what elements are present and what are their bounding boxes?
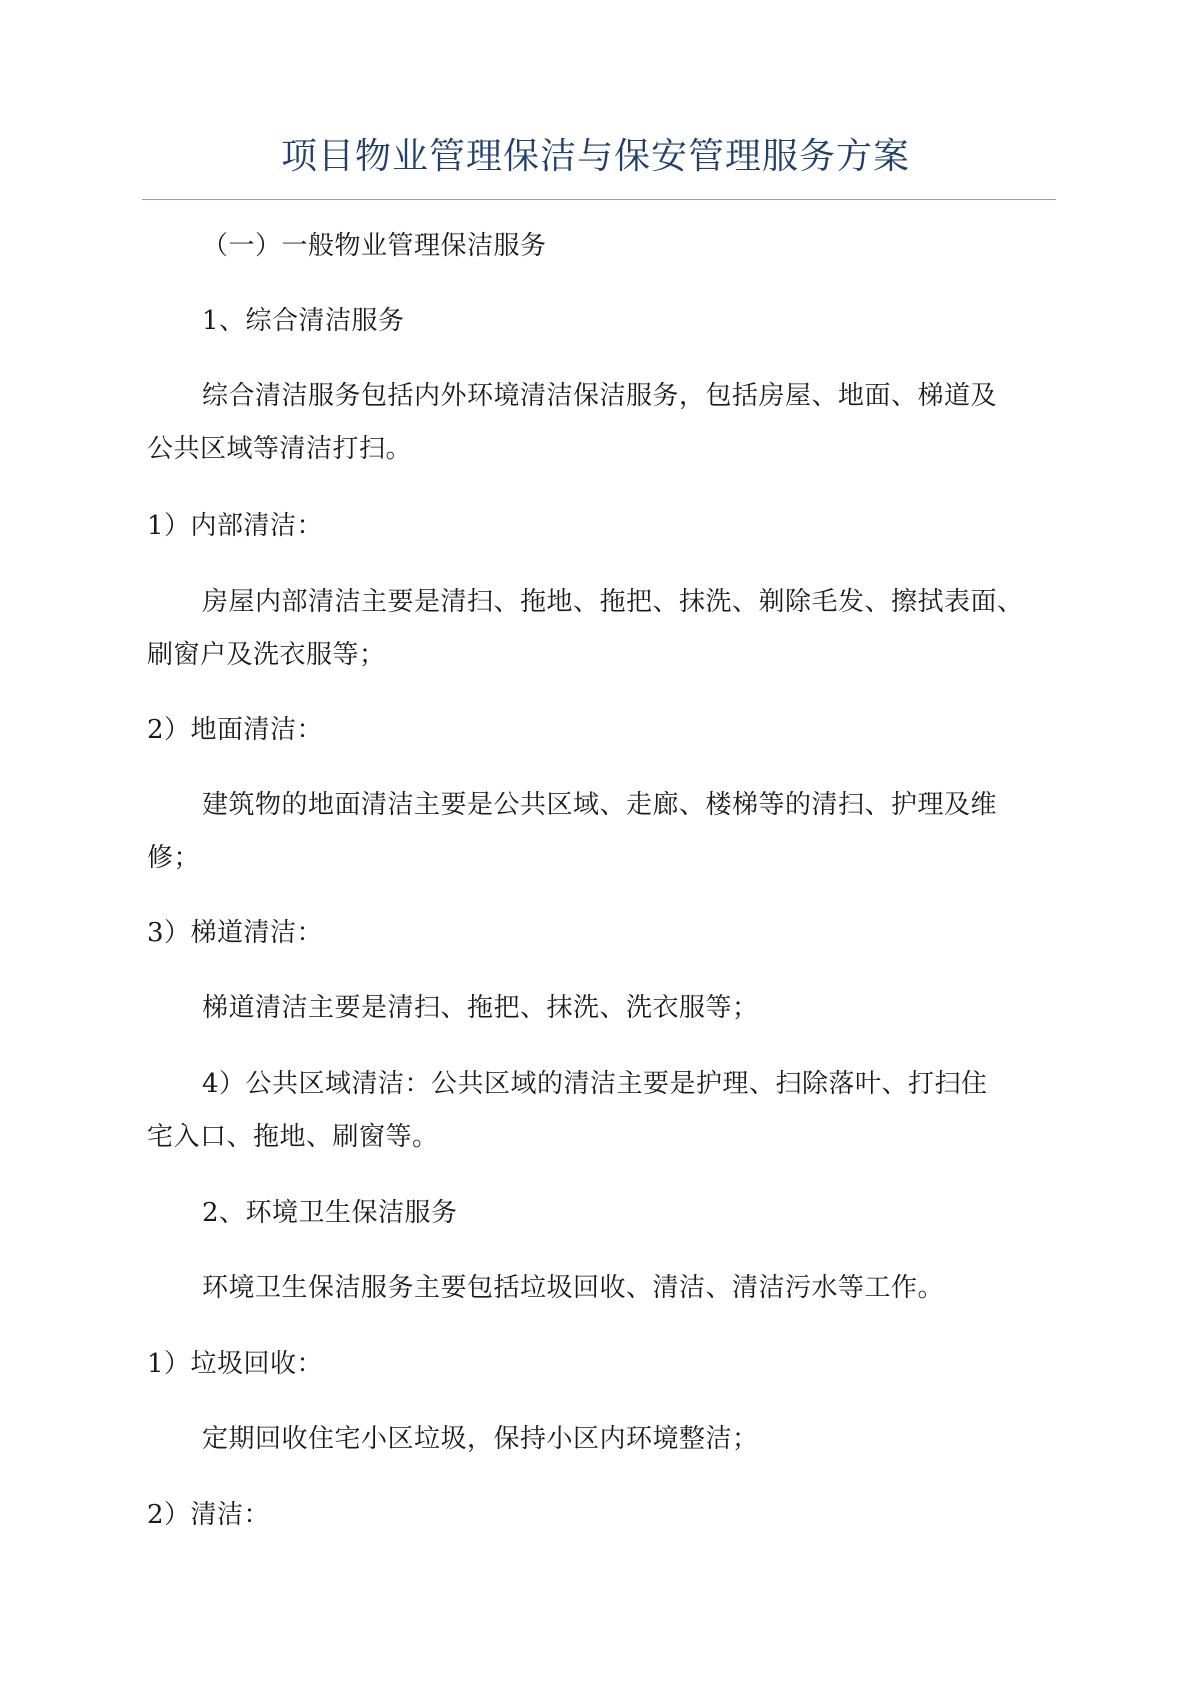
paragraph-line: 综合清洁服务包括内外环境清洁保洁服务，包括房屋、地面、梯道及 xyxy=(202,381,998,411)
list-heading: 3）梯道清洁： xyxy=(147,918,324,948)
paragraph-line: 房屋内部清洁主要是清扫、拖地、拖把、抹洗、剃除毛发、擦拭表面、 xyxy=(202,587,1024,617)
title-divider xyxy=(142,199,1056,200)
paragraph-line: 刷窗户及洗衣服等； xyxy=(147,640,386,670)
subsection-heading: 1、综合清洁服务 xyxy=(202,306,405,336)
list-heading: 1）垃圾回收： xyxy=(147,1349,324,1379)
paragraph-line: 宅入口、拖地、刷窗等。 xyxy=(147,1122,439,1152)
paragraph-line: 修； xyxy=(147,843,201,873)
list-heading: 2）清洁： xyxy=(147,1500,271,1530)
list-heading: 2）地面清洁： xyxy=(147,715,324,745)
paragraph-line: 4）公共区域清洁：公共区域的清洁主要是护理、扫除落叶、打扫住 xyxy=(202,1069,988,1099)
paragraph-line: 公共区域等清洁打扫。 xyxy=(147,434,413,464)
paragraph-line: 定期回收住宅小区垃圾，保持小区内环境整洁； xyxy=(202,1424,759,1454)
paragraph-line: 梯道清洁主要是清扫、拖把、抹洗、洗衣服等； xyxy=(202,993,759,1023)
section-heading: （一）一般物业管理保洁服务 xyxy=(202,231,547,261)
page-title: 项目物业管理保洁与保安管理服务方案 xyxy=(280,136,910,177)
list-heading: 1）内部清洁： xyxy=(147,511,324,541)
paragraph-line: 建筑物的地面清洁主要是公共区域、走廊、楼梯等的清扫、护理及维 xyxy=(202,790,998,820)
subsection-heading: 2、环境卫生保洁服务 xyxy=(202,1198,458,1228)
paragraph-line: 环境卫生保洁服务主要包括垃圾回收、清洁、清洁污水等工作。 xyxy=(202,1273,945,1303)
